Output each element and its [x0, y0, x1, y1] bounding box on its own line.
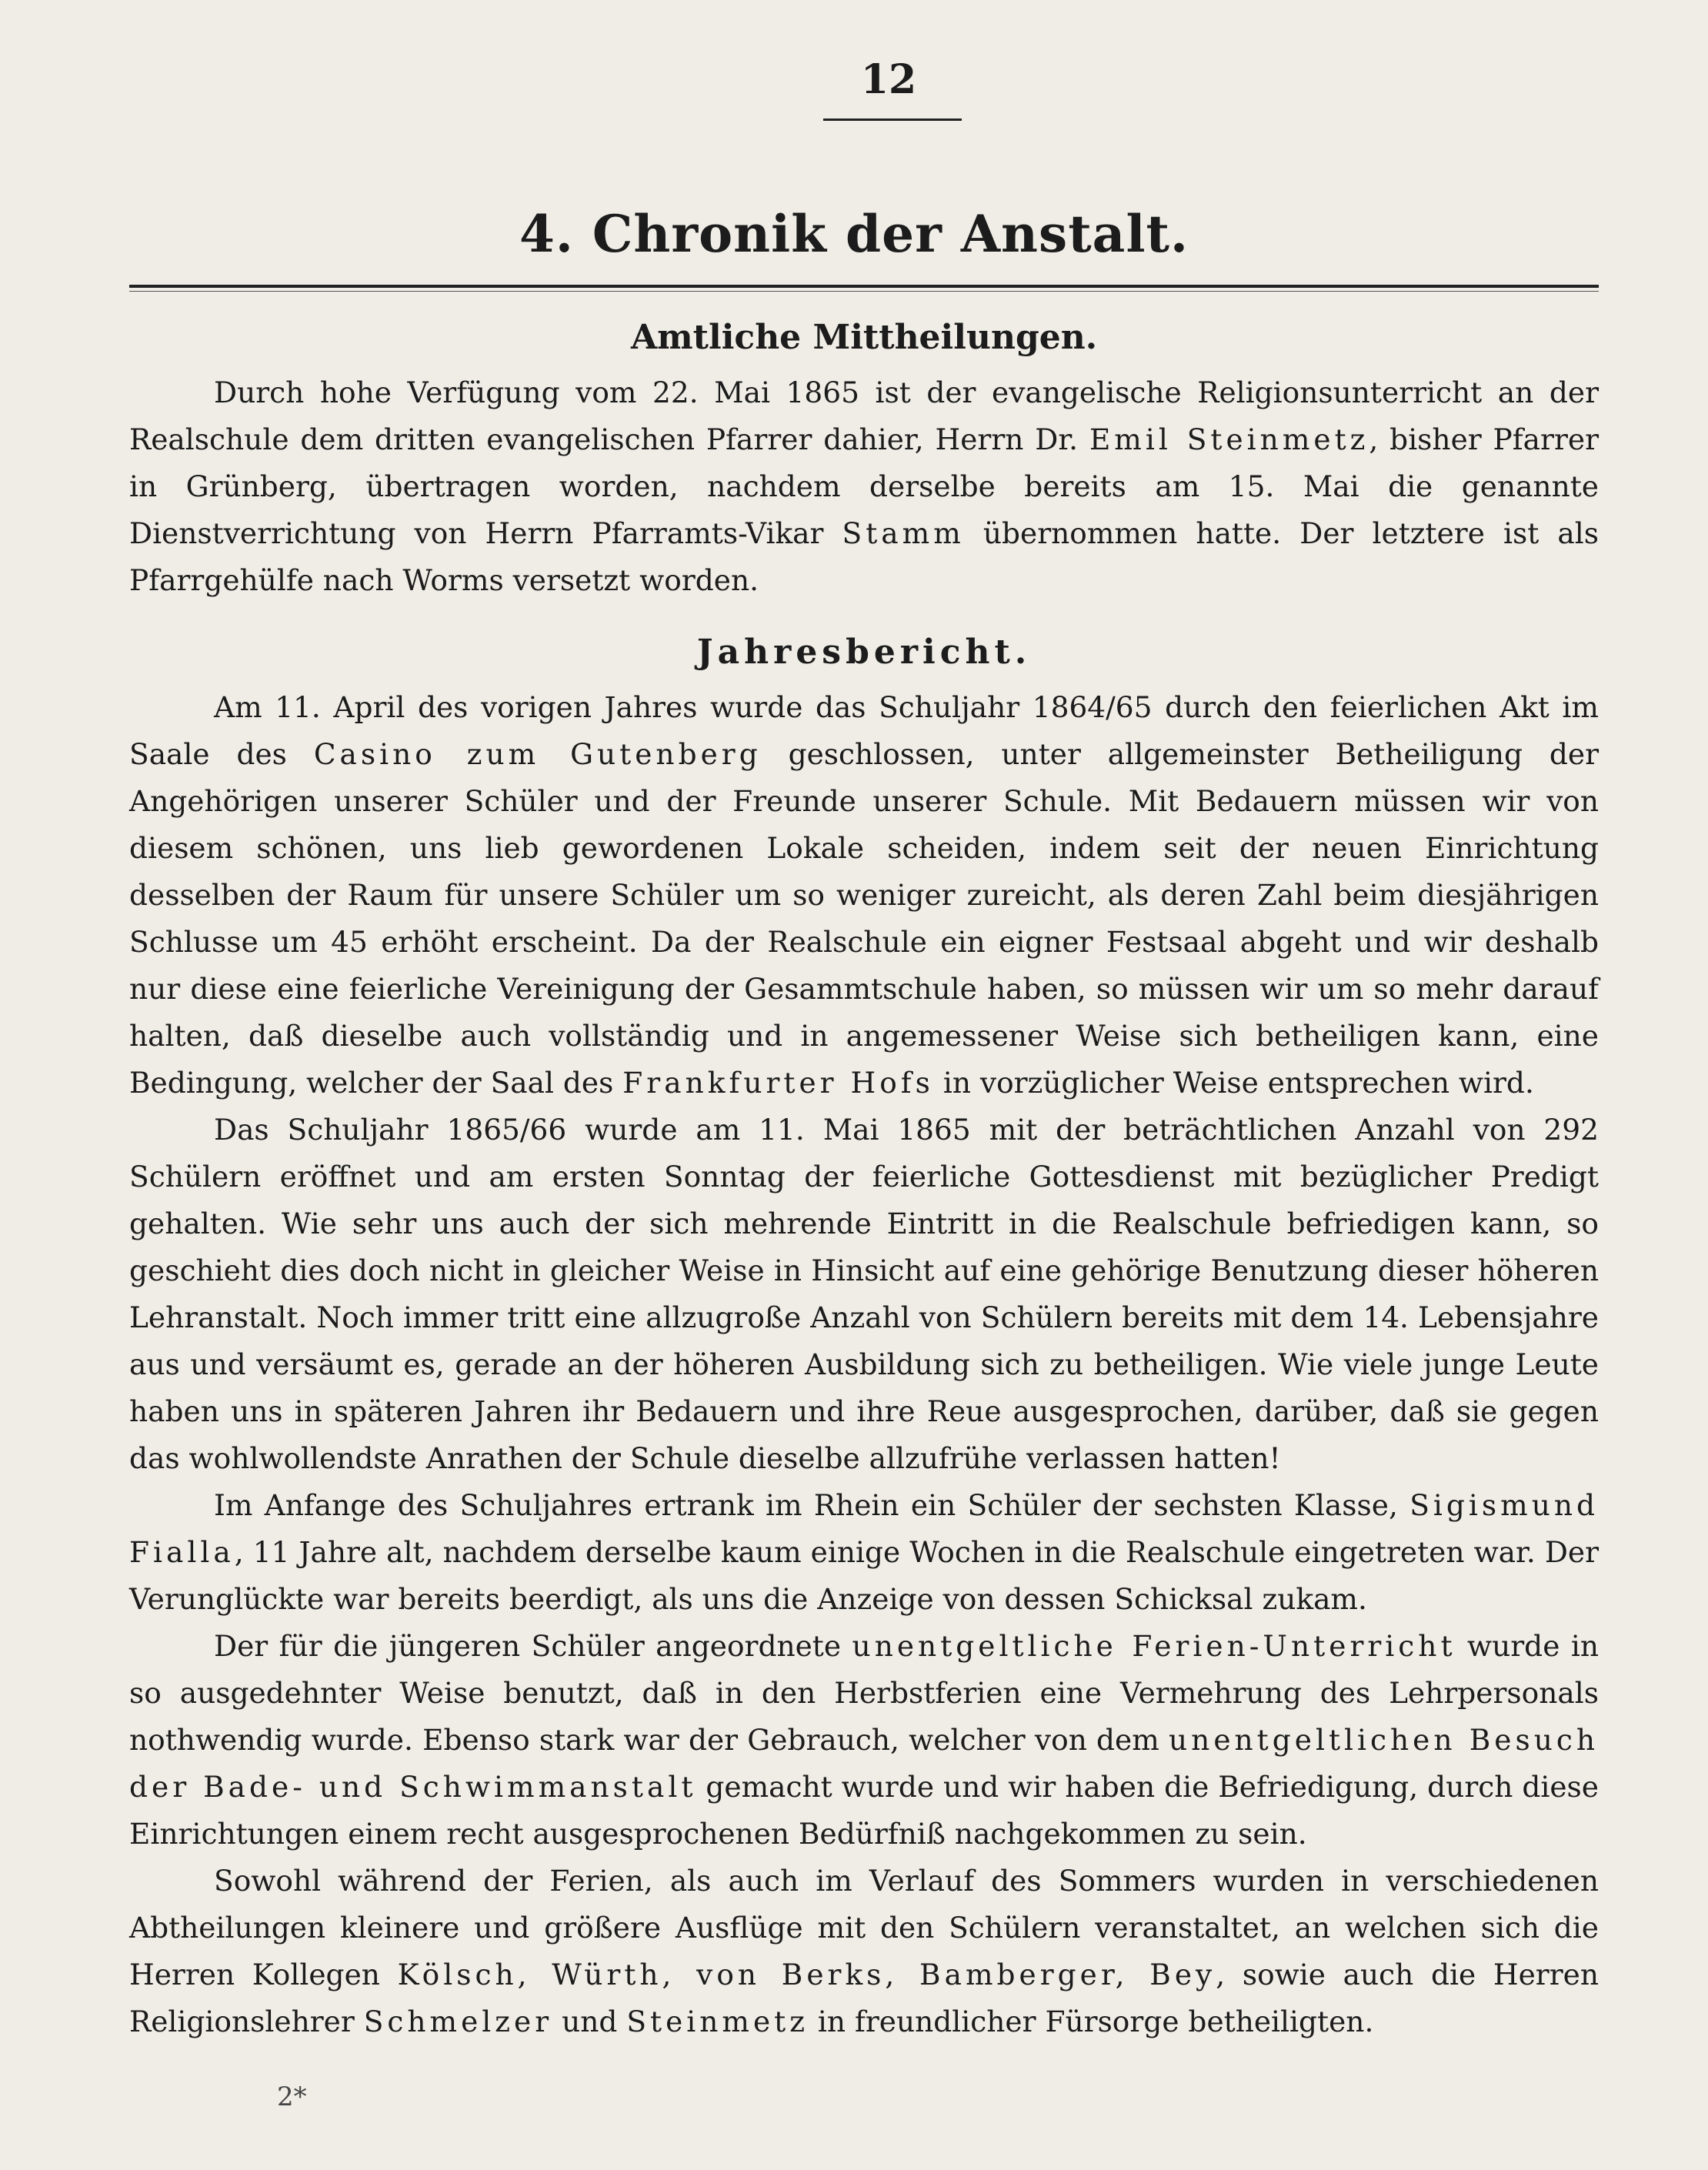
- paragraph-report-4: [129, 1623, 1599, 1858]
- header-rule-thin: [129, 291, 1599, 292]
- text-run: Der für die jüngeren Schüler angeordnete: [214, 1629, 852, 1663]
- text-run: Sowohl während der Ferien, als auch im Verlauf des Sommers wurden in verschiedenen Abtheilungen kleinere und größere Ausflüge mit den Schülern veranstaltet, an welchen sich die Herren Kollegen: [129, 1864, 1599, 1991]
- text-run: wurde in so ausgedehnter Weise benutzt, daß in den Herbstferien eine Vermehrung des Lehrpersonals nothwendig wurde. Ebenso stark war der Gebrauch, welcher von dem: [129, 1629, 1600, 1757]
- person-names: Kölsch, Würth, von Berks, Bamberger, Bey: [397, 1958, 1216, 1991]
- page-number-rule: [823, 119, 962, 121]
- person-name: Stamm: [842, 516, 965, 550]
- text-run: gemacht wurde und wir haben die Befriedigung, durch diese Einrichtungen einem recht ausgesprochenen Bedürfniß nachgekommen zu sein.: [129, 1770, 1599, 1851]
- paragraph-official-1: [129, 369, 1599, 604]
- paragraph-report-1: [129, 684, 1599, 1107]
- person-name: Schmelzer: [363, 2005, 553, 2038]
- text-run: in freundlicher Fürsorge betheiligten.: [809, 2005, 1374, 2038]
- paragraph-report-3: [129, 1482, 1599, 1623]
- paragraph-report-5: [129, 1858, 1599, 2045]
- text-run: geschlossen, unter allgemeinster Betheiligung der Angehörigen unserer Schüler und der Freunde unserer Schule. Mit Bedauern müssen wir von diesem schönen, uns lieb gewordenen Lokale scheiden, indem seit der neuen Einrichtung desselben der Raum für unsere Schüler um so weniger zureicht, als deren Zahl beim diesjährigen Schlusse um 45 erhöht erscheint. Da der Realschule ein eigner Festsaal abgeht und wir deshalb nur diese eine feierliche Vereinigung der Gesammtschule haben, so müssen wir um so mehr darauf halten, daß dieselbe auch vollständig und in angemessener Weise sich betheiligen kann, eine Bedingung, welcher der Saal des: [129, 737, 1599, 1100]
- header-rule: [129, 285, 1599, 288]
- text-run: , sowie auch die Herren Religionslehrer: [129, 1958, 1600, 2038]
- person-name: Sigismund Fialla: [129, 1488, 1599, 1569]
- text-run: Am 11. April des vorigen Jahres wurde das Schuljahr 1864/65 durch den feierlichen Akt im Saale des: [129, 690, 1599, 771]
- text-run: Im Anfange des Schuljahres ertrank im Rhein ein Schüler der sechsten Klasse,: [214, 1488, 1410, 1522]
- venue-name: Frankfurter Hofs: [622, 1066, 934, 1100]
- text-run: in vorzüglicher Weise entsprechen wird.: [933, 1066, 1534, 1100]
- person-name: Steinmetz: [626, 2005, 809, 2038]
- person-name: Emil Steinmetz: [1089, 422, 1369, 456]
- page-number: 12: [860, 56, 917, 103]
- sheet-signature: 2*: [277, 2082, 307, 2112]
- text-run: Durch hohe Verfügung vom 22. Mai 1865 ist der evangelische Religionsunterricht an der Realschule dem dritten evangelischen Pfarrer dahier, Herrn Dr.: [129, 376, 1599, 456]
- text-run: übernommen hatte. Der letztere ist als Pfarrgehülfe nach Worms versetzt worden.: [129, 516, 1599, 597]
- text-run: , bisher Pfarrer in Grünberg, übertragen worden, nachdem derselbe bereits am 15. Mai die genannte Dienstverrichtung von Herrn Pfarramts-Vikar: [129, 422, 1599, 550]
- body-text: [129, 311, 1599, 2045]
- venue-name: Casino zum Gutenberg: [313, 737, 762, 771]
- emphasis: unentgeltlichen Besuch der Bade- und Schwimmanstalt: [129, 1723, 1599, 1804]
- text-run: , 11 Jahre alt, nachdem derselbe kaum einige Wochen in die Realschule eingetreten war. Der Verunglückte war bereits beerdigt, als uns die Anzeige von dessen Schicksal zukam.: [129, 1535, 1599, 1616]
- paragraph-report-2: Das Schuljahr 1865/66 wurde am 11. Mai 1865 mit der beträchtlichen Anzahl von 292 Schülern eröffnet und am ersten Sonntag der feierliche Gottesdienst mit bezüglicher Predigt gehalten. Wie sehr uns auch der sich mehrende Eintritt in die Realschule befriedigen kann, so geschieht dies doch nicht in gleicher Weise in Hinsicht auf eine gehörige Benutzung dieser höheren Lehranstalt. Noch immer tritt eine allzugroße Anzahl von Schülern bereits mit dem 14. Lebensjahre aus und versäumt es, gerade an der höheren Ausbildung sich zu betheiligen. Wie viele junge Leute haben uns in späteren Jahren ihr Bedauern und ihre Reue ausgesprochen, darüber, daß sie gegen das wohlwollendste Anrathen der Schule dieselbe allzufrühe verlassen hatten!: [129, 1113, 1599, 1475]
- section-heading-annual-report: Jahresbericht.: [696, 633, 1032, 672]
- text-run: und: [552, 2005, 627, 2038]
- chapter-title: 4. Chronik der Anstalt.: [519, 204, 1189, 264]
- emphasis: unentgeltliche Ferien-Unterricht: [852, 1629, 1456, 1663]
- section-heading-official: Amtliche Mittheilungen.: [630, 318, 1098, 357]
